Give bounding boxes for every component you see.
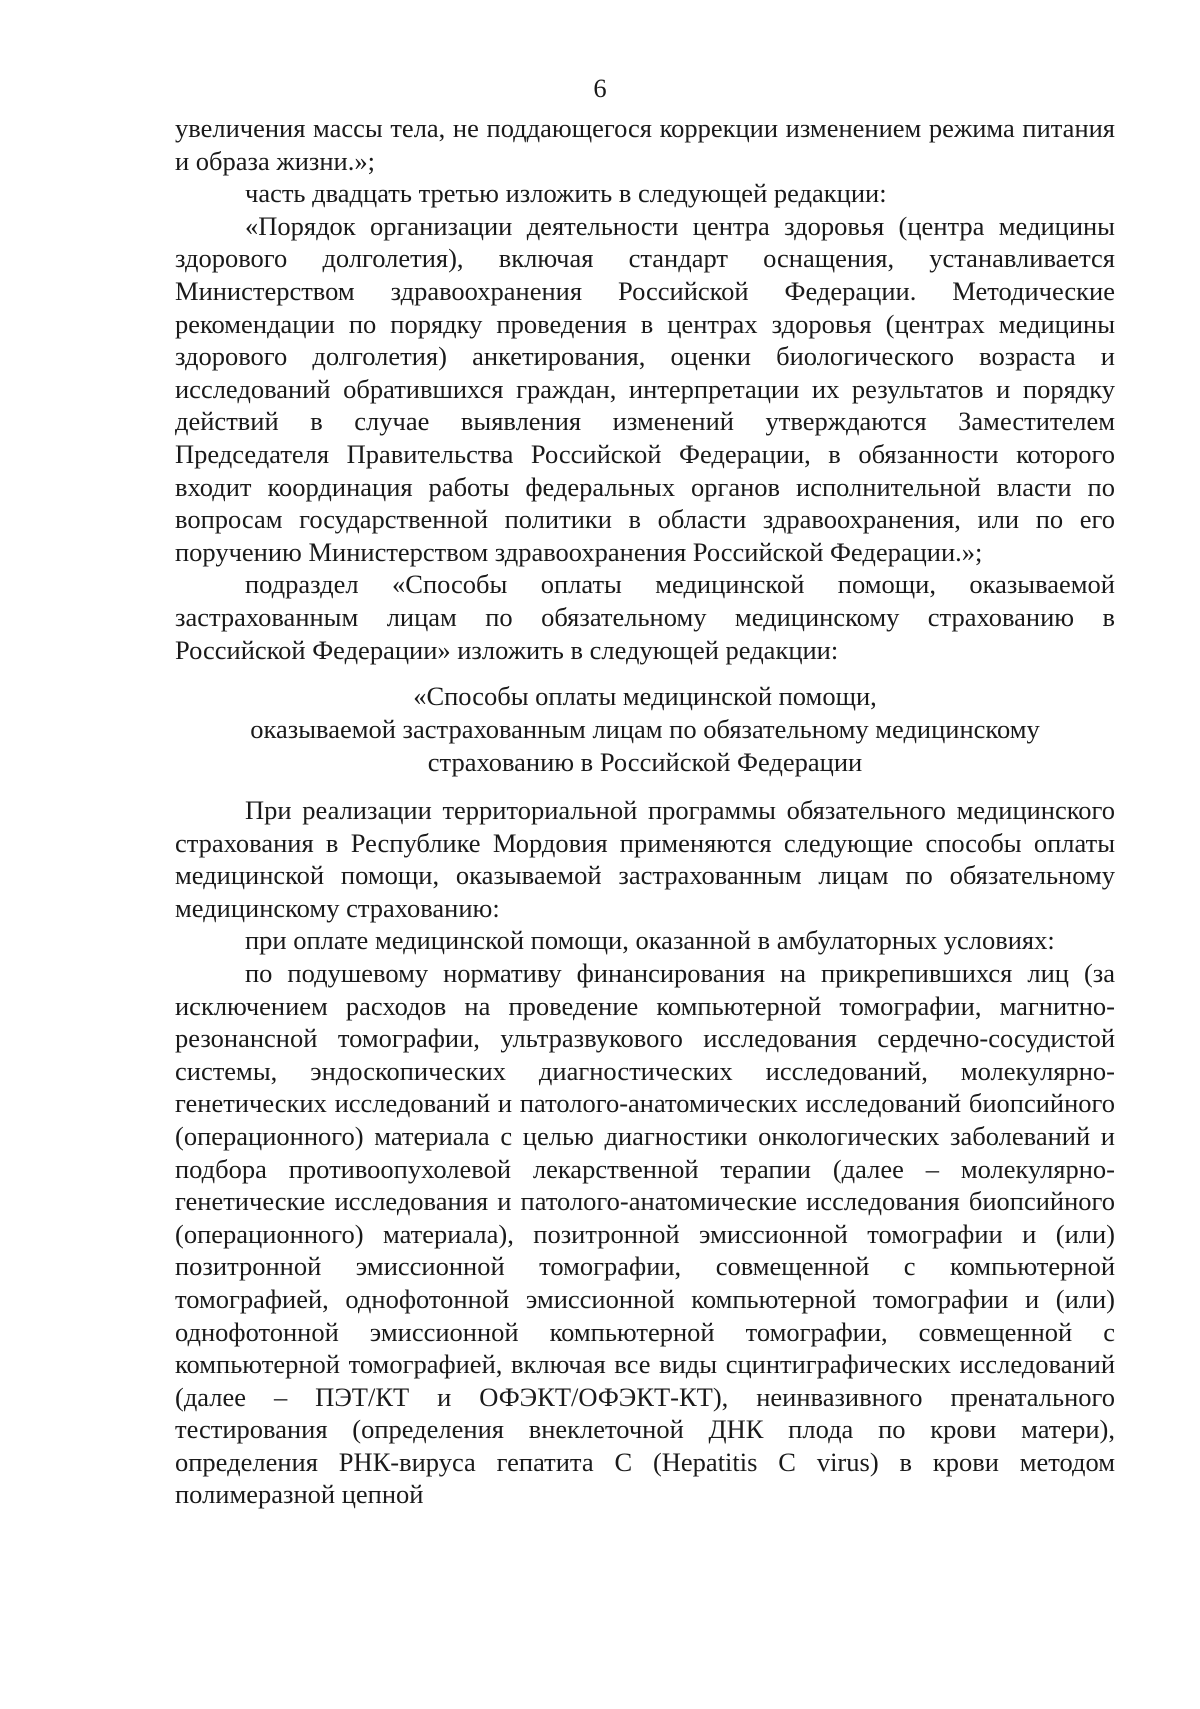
heading-line-2: оказываемой застрахованным лицам по обязательному медицинскому (250, 714, 1040, 744)
paragraph-payment-methods: При реализации территориальной программы обязательного медицинского страхования в Республике Мордовия применяются следующие способы оплаты медицинской помощи, оказываемой застрахованным лицам по обязательному медицинскому страхованию: (175, 795, 1115, 923)
paragraph-continuation: увеличения массы тела, не поддающегося коррекции изменением режима питания и образа жизни.»; (175, 113, 1115, 176)
paragraph-amendment-intro: часть двадцать третью изложить в следующей редакции: (245, 178, 887, 209)
section-heading (175, 680, 1115, 779)
paragraph-outpatient-payment: при оплате медицинской помощи, оказанной в амбулаторных условиях: (245, 925, 1055, 956)
heading-line-1: «Способы оплаты медицинской помощи, (413, 681, 877, 711)
body-text-block-2 (175, 794, 1115, 1511)
paragraph-health-center-order: «Порядок организации деятельности центра здоровья (центра медицины здорового долголетия), включая стандарт оснащения, устанавливается Министерством здравоохранения Российской Федерации. Методические рекомендации по порядку проведения в центрах здоровья (центрах медицины здорового долголетия) анкетирования, оценки биологического возраста и исследований обратившихся граждан, интерпретации их результатов и порядку действий в случае выявления изменений утверждаются Заместителем Председателя Правительства Российской Федерации, в обязанности которого входит координация работы федеральных органов исполнительной власти по вопросам государственной политики в области здравоохранения, или по его поручению Министерством здравоохранения Российской Федерации.»; (175, 210, 1115, 567)
heading-line-3: страхованию в Российской Федерации (427, 747, 863, 777)
paragraph-subsection-intro: подраздел «Способы оплаты медицинской помощи, оказываемой застрахованным лицам по обязательному медицинскому страхованию в Российской Федерации» изложить в следующей редакции: (175, 569, 1115, 665)
page-number: 6 (593, 73, 607, 103)
body-text-block-1 (175, 112, 1115, 666)
paragraph-per-capita-standard: по подушевому нормативу финансирования на прикрепившихся лиц (за исключением расходов на проведение компьютерной томографии, магнитно-резонансной томографии, ультразвукового исследования сердечно-сосудистой системы, эндоскопических диагностических исследований, молекулярно-генетических исследований и патолого-анатомических исследований биопсийного (операционного) материала с целью диагностики онкологических заболеваний и подбора противоопухолевой лекарственной терапии (далее – молекулярно-генетические исследования и патолого-анатомические исследования биопсийного (операционного) материала), позитронной эмиссионной томографии и (или) позитронной эмиссионной томографии, совмещенной с компьютерной томографией, однофотонной эмиссионной компьютерной томографии и (или) однофотонной эмиссионной компьютерной томографии, совмещенной с компьютерной томографией, включая все виды сцинтиграфических исследований (далее – ПЭТ/КТ и ОФЭКТ/ОФЭКТ-КТ), неинвазивного пренатального тестирования (определения внеклеточной ДНК плода по крови матери), определения РНК-вируса гепатита C (Hepatitis C virus) в крови методом полимеразной цепной (175, 957, 1115, 1510)
